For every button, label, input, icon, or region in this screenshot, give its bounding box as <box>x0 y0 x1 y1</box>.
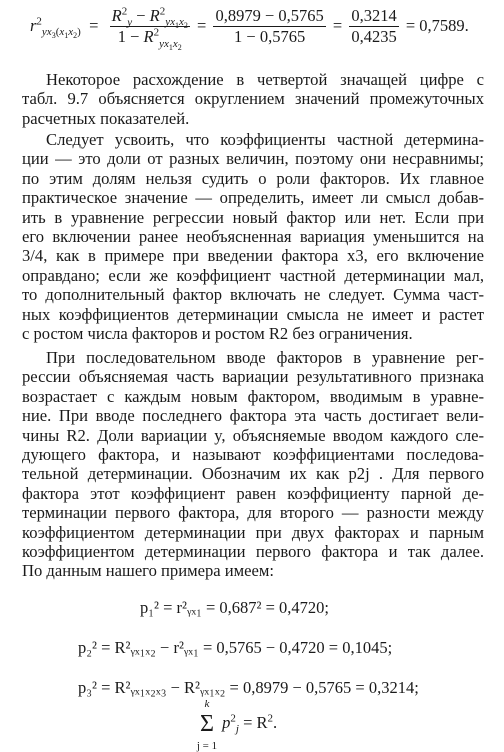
paragraph-rounding-note: Некоторое расхождение в четвертой значащей цифре с табл. 9.7 объясняется округлением значений промежуточных расчетных показателей. <box>22 70 484 128</box>
summation-symbol: k Σ j = 1 <box>196 698 218 752</box>
equation-result: = 0,7589. <box>405 15 469 35</box>
equation-sum: k Σ j = 1 $p^2_j = R^2$. <box>196 698 278 752</box>
equation-partial-determination: $r^2_{yx_3(x_1x_2)}$ = $\frac{R^2_y - R^2_{yx_1x_2}}{1 - R^2_{yx_1x_2}}$ = $\frac{0,8979 - 0,5765}{1 - 0,5765}$ = $\frac{0,3214}{0,4235}$ = 0,7589. <box>30 5 469 52</box>
fraction-formula: $\frac{R^2_y - R^2_{yx_1x_2}}{1 - R^2_{yx_1x_2}}$ <box>111 5 188 52</box>
fraction-result: $\frac{0,3214}{0,4235}$ <box>351 6 397 47</box>
equation-p2: p₂² = R²ᵧₓ₁ₓ₂ − r²ᵧₓ₁ = 0,5765 − 0,4720 = 0,1045; <box>78 638 393 657</box>
equation-p3: p₃² = R²ᵧₓ₁ₓ₂ₓ₃ − R²ᵧₓ₁ₓ₂ = 0,8979 − 0,5765 = 0,3214; <box>78 678 419 697</box>
fraction-values: $\frac{0,8979 - 0,5765}{1 - 0,5765}$ <box>215 6 324 47</box>
paragraph-sequential-determination: При последовательном вводе факторов в уравнение рег- рессии объясняемая часть вариации результативного признака возрастает с каждым новым фактором, вводимым в уравне- ние. При вводе последнего фактора эта часть достигает вели- чины R2. Доли вариации y, объясняемые вводом каждого сле- дующего фактора, и называют коэффициентами последова- тельной детерминации. Обозначим их как p2j . Для первого фактора этот коэффициент равен коэффициенту парной де- терминации первого фактора, для второго — разности между коэффициентом детерминации при двух факторах и парным коэффициентом детерминации первого фактора и так далее. По данным нашего примера имеем: <box>22 348 484 581</box>
paragraph-partial-coefficients: Следует усвоить, что коэффициенты частной детермина- ции — это доли от разных величин, поэтому они несравнимы; по этим долям нельзя судить о роли факторов. Их главное практическое значение — определить, имеет ли смысл добав- ить в уравнение регрессии новый фактор или нет. Если при его включении ранее необъясненная вариация уменьшится на 3/4, как в примере при введении фактора x3, его включение оправдано; если же коэффициент частной детерминации мал, то дополнительный фактор включать не следует. Сумма част- ных коэффициентов детерминации смысла не имеет и растет с ростом числа факторов и ростом R2 без ограничения. <box>22 130 484 343</box>
equation-p1: p₁² = r²ᵧₓ₁ = 0,687² = 0,4720; <box>140 598 330 617</box>
